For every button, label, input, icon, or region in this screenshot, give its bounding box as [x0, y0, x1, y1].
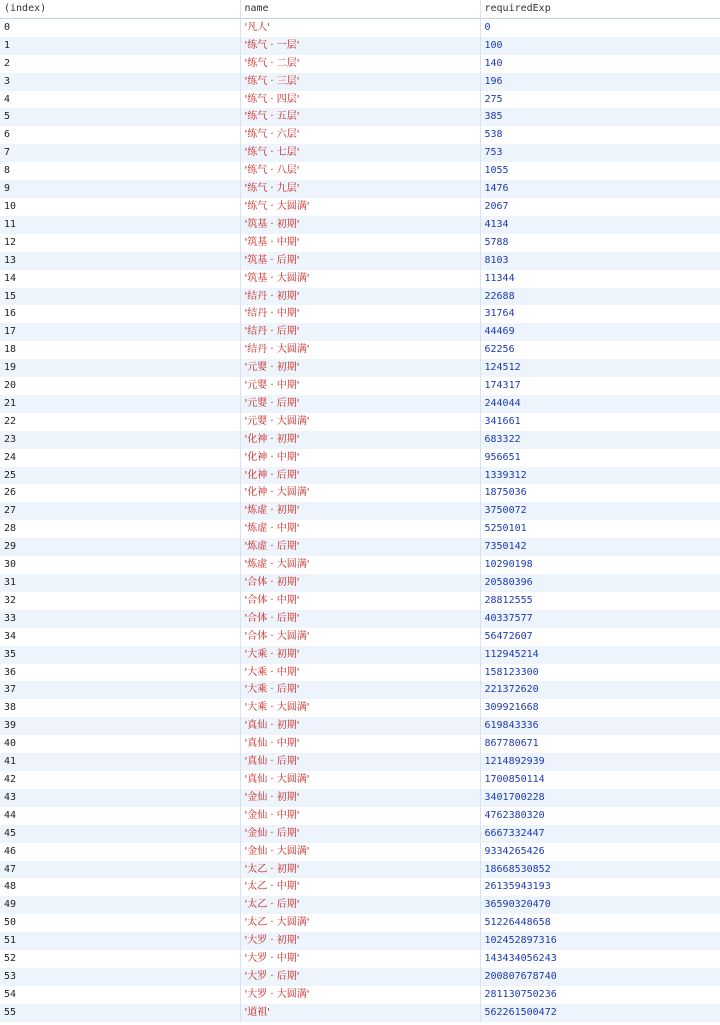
- index-cell: 27: [0, 502, 240, 520]
- index-cell: 42: [0, 771, 240, 789]
- name-cell: '真仙 · 中期': [240, 735, 480, 753]
- index-cell: 37: [0, 681, 240, 699]
- table-row: [0, 73, 720, 91]
- name-cell: '太乙 · 后期': [240, 896, 480, 914]
- index-cell: 38: [0, 699, 240, 717]
- name-cell: '大乘 · 中期': [240, 664, 480, 682]
- index-cell: 4: [0, 91, 240, 109]
- required-exp-cell: 22688: [480, 288, 720, 306]
- required-exp-cell: 112945214: [480, 646, 720, 664]
- name-cell: '筑基 · 初期': [240, 216, 480, 234]
- name-cell: '真仙 · 初期': [240, 717, 480, 735]
- required-exp-cell: 7350142: [480, 538, 720, 556]
- index-cell: 48: [0, 878, 240, 896]
- required-exp-cell: 8103: [480, 252, 720, 270]
- name-cell: '大罗 · 大圆满': [240, 986, 480, 1004]
- table-row: [0, 592, 720, 610]
- table-row: [0, 126, 720, 144]
- name-cell: '真仙 · 大圆满': [240, 771, 480, 789]
- table-row: [0, 878, 720, 896]
- table-row: [0, 556, 720, 574]
- table-row: [0, 699, 720, 717]
- index-cell: 40: [0, 735, 240, 753]
- required-exp-cell: 36590320470: [480, 896, 720, 914]
- table-row: [0, 449, 720, 467]
- required-exp-cell: 538: [480, 126, 720, 144]
- index-cell: 15: [0, 288, 240, 306]
- required-exp-cell: 62256: [480, 341, 720, 359]
- table-row: [0, 341, 720, 359]
- table-row: [0, 825, 720, 843]
- name-cell: '练气 · 一层': [240, 37, 480, 55]
- required-exp-cell: 11344: [480, 270, 720, 288]
- table-row: [0, 735, 720, 753]
- name-cell: '大乘 · 大圆满': [240, 699, 480, 717]
- name-cell: '筑基 · 中期': [240, 234, 480, 252]
- table-row: [0, 646, 720, 664]
- required-exp-cell: 56472607: [480, 628, 720, 646]
- table-row: [0, 467, 720, 485]
- table-row: [0, 896, 720, 914]
- index-cell: 50: [0, 914, 240, 932]
- required-exp-cell: 44469: [480, 323, 720, 341]
- index-cell: 32: [0, 592, 240, 610]
- required-exp-cell: 753: [480, 144, 720, 162]
- required-exp-cell: 619843336: [480, 717, 720, 735]
- table-row: [0, 843, 720, 861]
- name-cell: '合体 · 后期': [240, 610, 480, 628]
- required-exp-cell: 5250101: [480, 520, 720, 538]
- index-cell: 33: [0, 610, 240, 628]
- required-exp-cell: 6667332447: [480, 825, 720, 843]
- name-cell: '筑基 · 后期': [240, 252, 480, 270]
- required-exp-cell: 102452897316: [480, 932, 720, 950]
- required-exp-cell: 9334265426: [480, 843, 720, 861]
- index-cell: 20: [0, 377, 240, 395]
- index-cell: 13: [0, 252, 240, 270]
- table-row: [0, 968, 720, 986]
- index-cell: 29: [0, 538, 240, 556]
- name-cell: '化神 · 后期': [240, 467, 480, 485]
- required-exp-cell: 2067: [480, 198, 720, 216]
- required-exp-cell: 562261500472: [480, 1004, 720, 1022]
- table-row: [0, 932, 720, 950]
- table-row: [0, 1004, 720, 1022]
- name-cell: '真仙 · 后期': [240, 753, 480, 771]
- index-cell: 47: [0, 861, 240, 879]
- name-cell: '元婴 · 中期': [240, 377, 480, 395]
- index-cell: 2: [0, 55, 240, 73]
- name-cell: '化神 · 初期': [240, 431, 480, 449]
- required-exp-cell: 31764: [480, 305, 720, 323]
- table-row: [0, 807, 720, 825]
- table-row: [0, 628, 720, 646]
- table-row: [0, 431, 720, 449]
- index-cell: 34: [0, 628, 240, 646]
- required-exp-cell: 867780671: [480, 735, 720, 753]
- name-cell: '金仙 · 大圆满': [240, 843, 480, 861]
- name-cell: '金仙 · 初期': [240, 789, 480, 807]
- index-cell: 26: [0, 484, 240, 502]
- name-cell: '练气 · 九层': [240, 180, 480, 198]
- table-row: [0, 37, 720, 55]
- table-row: [0, 323, 720, 341]
- index-cell: 10: [0, 198, 240, 216]
- index-cell: 43: [0, 789, 240, 807]
- table-row: [0, 986, 720, 1004]
- index-cell: 46: [0, 843, 240, 861]
- name-cell: '道祖': [240, 1004, 480, 1022]
- name-cell: '合体 · 大圆满': [240, 628, 480, 646]
- table-row: [0, 753, 720, 771]
- table-row: [0, 789, 720, 807]
- name-cell: '大乘 · 初期': [240, 646, 480, 664]
- name-cell: '合体 · 初期': [240, 574, 480, 592]
- required-exp-cell: 5788: [480, 234, 720, 252]
- table-row: [0, 771, 720, 789]
- table-body: [0, 18, 720, 1021]
- index-cell: 19: [0, 359, 240, 377]
- required-exp-cell: 196: [480, 73, 720, 91]
- name-cell: '结丹 · 中期': [240, 305, 480, 323]
- table-row: [0, 681, 720, 699]
- name-cell: '练气 · 三层': [240, 73, 480, 91]
- required-exp-cell: 26135943193: [480, 878, 720, 896]
- table-row: [0, 395, 720, 413]
- required-exp-cell: 4762380320: [480, 807, 720, 825]
- index-cell: 55: [0, 1004, 240, 1022]
- table-row: [0, 144, 720, 162]
- index-cell: 49: [0, 896, 240, 914]
- required-exp-cell: 1875036: [480, 484, 720, 502]
- index-cell: 23: [0, 431, 240, 449]
- required-exp-cell: 683322: [480, 431, 720, 449]
- index-cell: 21: [0, 395, 240, 413]
- index-cell: 1: [0, 37, 240, 55]
- index-cell: 39: [0, 717, 240, 735]
- table-row: [0, 413, 720, 431]
- required-exp-cell: 100: [480, 37, 720, 55]
- name-cell: '练气 · 八层': [240, 162, 480, 180]
- index-cell: 11: [0, 216, 240, 234]
- required-exp-cell: 1055: [480, 162, 720, 180]
- table-row: [0, 91, 720, 109]
- required-exp-cell: 10290198: [480, 556, 720, 574]
- name-cell: '金仙 · 中期': [240, 807, 480, 825]
- required-exp-cell: 244044: [480, 395, 720, 413]
- required-exp-cell: 221372620: [480, 681, 720, 699]
- index-cell: 3: [0, 73, 240, 91]
- required-exp-cell: 1476: [480, 180, 720, 198]
- name-cell: '太乙 · 大圆满': [240, 914, 480, 932]
- required-exp-cell: 956651: [480, 449, 720, 467]
- index-cell: 30: [0, 556, 240, 574]
- table-row: [0, 270, 720, 288]
- name-cell: '炼虚 · 中期': [240, 520, 480, 538]
- table-row: [0, 861, 720, 879]
- index-cell: 8: [0, 162, 240, 180]
- index-cell: 18: [0, 341, 240, 359]
- table-row: [0, 108, 720, 126]
- table-row: [0, 610, 720, 628]
- name-cell: '结丹 · 后期': [240, 323, 480, 341]
- name-cell: '筑基 · 大圆满': [240, 270, 480, 288]
- table-row: [0, 55, 720, 73]
- name-cell: '炼虚 · 后期': [240, 538, 480, 556]
- required-exp-cell: 281130750236: [480, 986, 720, 1004]
- index-cell: 17: [0, 323, 240, 341]
- name-cell: '大罗 · 中期': [240, 950, 480, 968]
- required-exp-cell: 143434056243: [480, 950, 720, 968]
- table-row: [0, 950, 720, 968]
- index-cell: 24: [0, 449, 240, 467]
- required-exp-cell: 174317: [480, 377, 720, 395]
- table-row: [0, 252, 720, 270]
- index-cell: 44: [0, 807, 240, 825]
- name-cell: '大乘 · 后期': [240, 681, 480, 699]
- index-cell: 45: [0, 825, 240, 843]
- name-cell: '太乙 · 中期': [240, 878, 480, 896]
- required-exp-cell: 20580396: [480, 574, 720, 592]
- index-cell: 35: [0, 646, 240, 664]
- table-row: [0, 377, 720, 395]
- table-row: [0, 502, 720, 520]
- name-cell: '化神 · 大圆满': [240, 484, 480, 502]
- required-exp-cell: 1339312: [480, 467, 720, 485]
- table-row: [0, 234, 720, 252]
- name-cell: '炼虚 · 初期': [240, 502, 480, 520]
- index-cell: 51: [0, 932, 240, 950]
- required-exp-cell: 1700850114: [480, 771, 720, 789]
- index-cell: 9: [0, 180, 240, 198]
- index-cell: 0: [0, 18, 240, 36]
- required-exp-cell: 51226448658: [480, 914, 720, 932]
- index-cell: 54: [0, 986, 240, 1004]
- table-row: [0, 162, 720, 180]
- required-exp-cell: 0: [480, 18, 720, 36]
- required-exp-cell: 18668530852: [480, 861, 720, 879]
- name-cell: '炼虚 · 大圆满': [240, 556, 480, 574]
- column-header-name[interactable]: name: [240, 0, 480, 18]
- table-row: [0, 305, 720, 323]
- required-exp-cell: 28812555: [480, 592, 720, 610]
- required-exp-cell: 385: [480, 108, 720, 126]
- index-cell: 28: [0, 520, 240, 538]
- name-cell: '练气 · 七层': [240, 144, 480, 162]
- name-cell: '元婴 · 大圆满': [240, 413, 480, 431]
- header-row: [0, 0, 720, 18]
- name-cell: '元婴 · 后期': [240, 395, 480, 413]
- index-cell: 12: [0, 234, 240, 252]
- table-row: [0, 216, 720, 234]
- name-cell: '练气 · 二层': [240, 55, 480, 73]
- name-cell: '化神 · 中期': [240, 449, 480, 467]
- table-row: [0, 18, 720, 36]
- name-cell: '凡人': [240, 18, 480, 36]
- index-cell: 16: [0, 305, 240, 323]
- index-cell: 36: [0, 664, 240, 682]
- name-cell: '元婴 · 初期': [240, 359, 480, 377]
- index-cell: 52: [0, 950, 240, 968]
- table-row: [0, 520, 720, 538]
- table-row: [0, 574, 720, 592]
- index-cell: 6: [0, 126, 240, 144]
- table-row: [0, 198, 720, 216]
- required-exp-cell: 140: [480, 55, 720, 73]
- required-exp-cell: 309921668: [480, 699, 720, 717]
- table-row: [0, 664, 720, 682]
- name-cell: '合体 · 中期': [240, 592, 480, 610]
- name-cell: '太乙 · 初期': [240, 861, 480, 879]
- index-cell: 53: [0, 968, 240, 986]
- table-row: [0, 359, 720, 377]
- table-row: [0, 484, 720, 502]
- name-cell: '金仙 · 后期': [240, 825, 480, 843]
- name-cell: '结丹 · 初期': [240, 288, 480, 306]
- name-cell: '练气 · 五层': [240, 108, 480, 126]
- required-exp-cell: 275: [480, 91, 720, 109]
- required-exp-cell: 158123300: [480, 664, 720, 682]
- index-cell: 22: [0, 413, 240, 431]
- table-row: [0, 914, 720, 932]
- index-cell: 41: [0, 753, 240, 771]
- required-exp-cell: 40337577: [480, 610, 720, 628]
- name-cell: '大罗 · 初期': [240, 932, 480, 950]
- name-cell: '练气 · 大圆满': [240, 198, 480, 216]
- name-cell: '结丹 · 大圆满': [240, 341, 480, 359]
- name-cell: '大罗 · 后期': [240, 968, 480, 986]
- required-exp-cell: 4134: [480, 216, 720, 234]
- required-exp-cell: 1214892939: [480, 753, 720, 771]
- index-cell: 25: [0, 467, 240, 485]
- required-exp-cell: 200807678740: [480, 968, 720, 986]
- table-row: [0, 538, 720, 556]
- index-cell: 5: [0, 108, 240, 126]
- required-exp-cell: 3750072: [480, 502, 720, 520]
- index-cell: 7: [0, 144, 240, 162]
- column-header-index[interactable]: (index): [0, 0, 240, 18]
- index-cell: 14: [0, 270, 240, 288]
- table-row: [0, 288, 720, 306]
- required-exp-cell: 124512: [480, 359, 720, 377]
- required-exp-cell: 3401700228: [480, 789, 720, 807]
- index-cell: 31: [0, 574, 240, 592]
- required-exp-cell: 341661: [480, 413, 720, 431]
- name-cell: '练气 · 六层': [240, 126, 480, 144]
- table-row: [0, 717, 720, 735]
- column-header-required-exp[interactable]: requiredExp: [480, 0, 720, 18]
- table-row: [0, 180, 720, 198]
- table-header: [0, 0, 720, 18]
- name-cell: '练气 · 四层': [240, 91, 480, 109]
